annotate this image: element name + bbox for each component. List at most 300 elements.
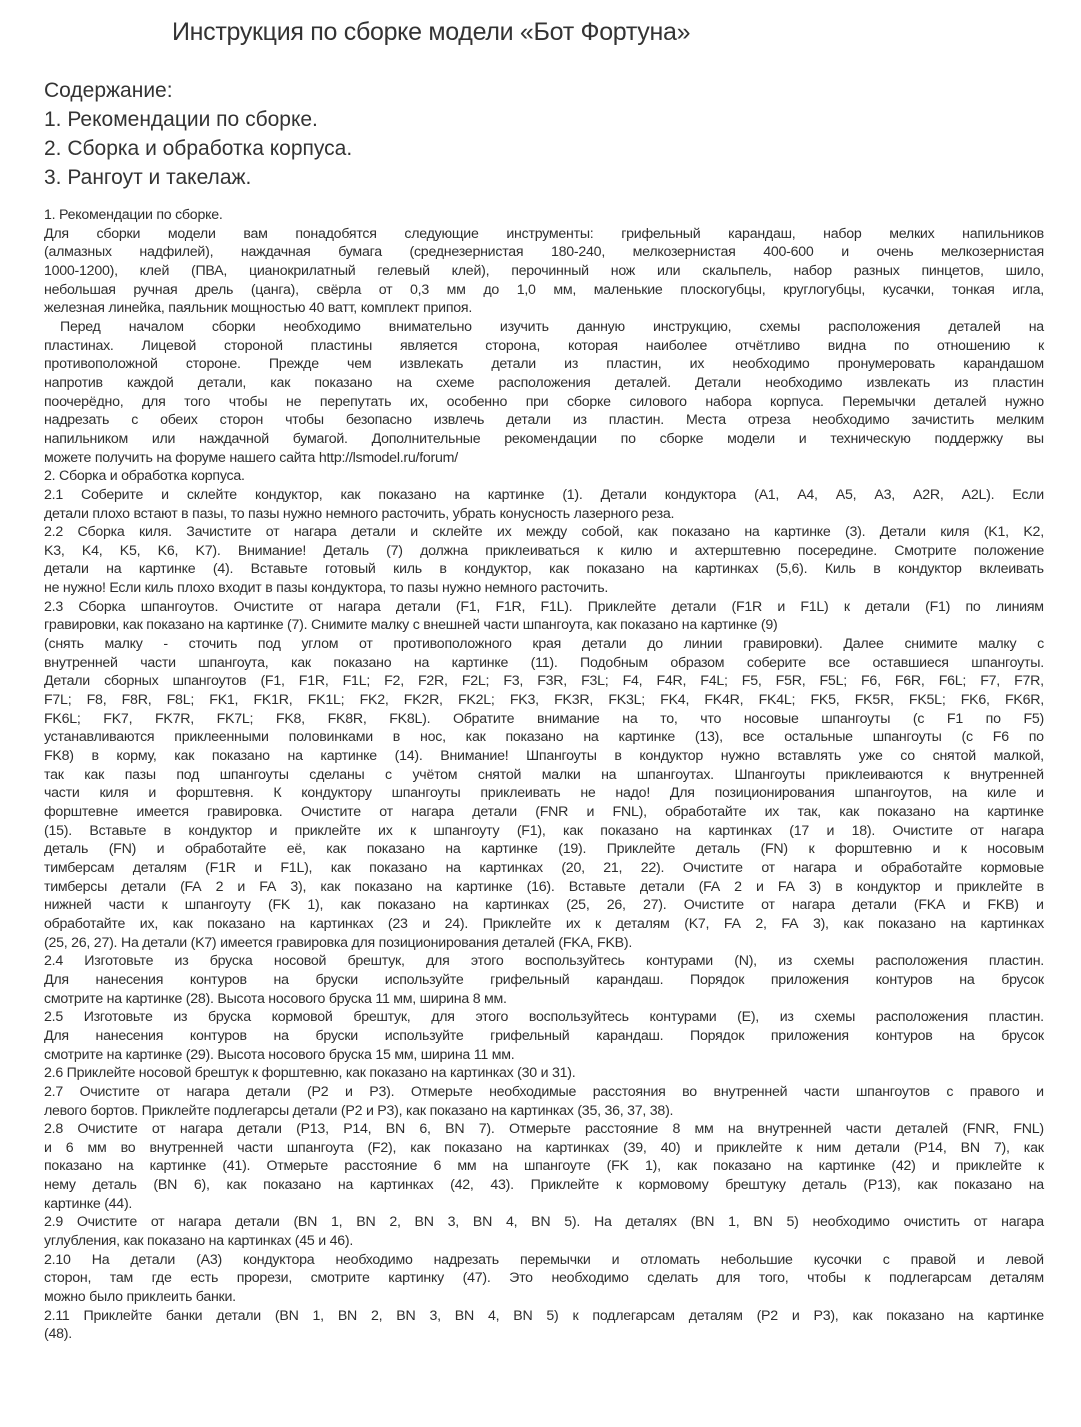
word: как [174, 748, 195, 765]
word: в [873, 561, 881, 578]
word: FK6L; [44, 710, 81, 727]
word: картинках [708, 822, 772, 839]
word: Порядок [690, 971, 745, 988]
text-line: (25, 26, 27). На детали (K7) имеется гравировка для позиционирования деталей (FKA, FKB). [44, 934, 633, 951]
word: не [285, 393, 302, 410]
word: картинке [455, 878, 513, 895]
word: F1L). [540, 598, 573, 615]
word: носовой [273, 953, 327, 970]
word: схемы [759, 318, 801, 335]
word: 2.5 [44, 1009, 63, 1026]
word: детали [852, 897, 897, 914]
word: Приклейте [530, 1177, 600, 1194]
word: мелкозернистая [632, 244, 736, 261]
word: показано [444, 1139, 503, 1156]
word: как [1023, 1139, 1044, 1156]
word: клей [139, 262, 170, 279]
word: извлечь [433, 412, 485, 429]
word: в [614, 748, 622, 765]
word: (FN) [760, 841, 788, 858]
word: киле [986, 785, 1017, 802]
word: мелкозернистая [941, 244, 1044, 261]
word: 22). [640, 859, 665, 876]
word: показано [886, 1307, 945, 1324]
word: пазы [124, 766, 156, 783]
word: и [962, 897, 971, 914]
word: из [564, 356, 579, 373]
word: детали [351, 524, 396, 541]
word: внимательно [388, 318, 472, 335]
word: их [496, 524, 512, 541]
word: BN [531, 1214, 551, 1231]
word: соберите [746, 654, 806, 671]
text-line: железная линейка, паяльник мощностью 40 ватт, комплект припоя. [44, 300, 473, 317]
word: (F1R [205, 859, 236, 876]
word: Перед [60, 318, 101, 335]
word: картинке [774, 524, 831, 541]
word: F7, [980, 673, 1000, 690]
word: (5,6). [775, 561, 808, 578]
word: необходимо [335, 1251, 413, 1268]
word: (FNR [535, 804, 569, 820]
word: к [960, 841, 967, 858]
word: как [291, 654, 311, 671]
text-line [44, 635, 1044, 654]
word: FK8R, [327, 710, 367, 727]
word: (A1, [754, 486, 780, 503]
word: шпангоуте [523, 1158, 591, 1175]
word: F2, [384, 673, 404, 690]
word: (19). [558, 841, 587, 858]
word: данную [576, 318, 625, 335]
word: сборке [659, 430, 704, 447]
word: мм [446, 281, 466, 298]
text-line: гравировки, как показано на картинке (7). Снимите малку с внешней части шпангоута, как показано на картинке (9) [44, 617, 778, 634]
word: брештуку [725, 1177, 786, 1194]
word: Сборка [77, 524, 125, 541]
word: к [1038, 337, 1044, 354]
word: FK5R, [854, 692, 894, 709]
word: образом [670, 654, 725, 671]
word: Прежде [268, 356, 319, 373]
word: Очистите [233, 598, 294, 615]
word: FA [777, 878, 795, 895]
word: от [151, 1121, 166, 1138]
word: обеих [160, 412, 198, 429]
word: Порядок [690, 1027, 745, 1044]
word: учётом [412, 766, 458, 783]
word: как [562, 822, 583, 839]
word: контурами [646, 953, 713, 970]
word: нагара [793, 859, 837, 876]
word: 3) [808, 878, 822, 895]
word: углом [301, 636, 339, 653]
word: по [620, 430, 636, 447]
word: в [1036, 878, 1044, 895]
word: имеется [136, 804, 189, 820]
word: 2.9 [44, 1214, 63, 1231]
word: Приклейте [587, 598, 657, 615]
word: карандаш, [728, 225, 796, 242]
word: и [777, 598, 786, 615]
word: расположения [498, 374, 591, 391]
word: из [174, 953, 189, 970]
word: грифельный [621, 225, 701, 242]
word: Смотрите [894, 542, 957, 559]
text-line [44, 411, 1044, 430]
word: F5, [741, 673, 762, 690]
word: к [595, 915, 601, 932]
word: (BN [293, 1214, 318, 1231]
word: показано [671, 524, 730, 541]
word: (F1, [455, 598, 481, 615]
word: клей), [451, 262, 490, 279]
word: склейте [432, 524, 483, 541]
word: FK1L; [307, 692, 345, 709]
word: нагара [791, 897, 835, 914]
word: F7L; [44, 692, 72, 709]
word: FK5L; [908, 692, 946, 709]
word: этого [470, 953, 504, 970]
word: бруски [315, 971, 358, 988]
word: F6R, [894, 673, 925, 690]
word: на [787, 1158, 803, 1175]
word: A3, [874, 486, 895, 503]
word: и [1036, 897, 1044, 914]
word: FK8L). [389, 710, 431, 727]
word: картинке [618, 729, 675, 746]
word: есть [190, 1270, 219, 1287]
word: инструменты: [506, 225, 594, 242]
word: детали [865, 598, 910, 615]
text-line [44, 374, 1044, 393]
word: на [951, 785, 968, 802]
word: и [269, 822, 278, 839]
word: 6 [65, 1139, 74, 1156]
word: картинках [485, 897, 549, 914]
word: стороне. [185, 356, 241, 373]
word: мм, [553, 281, 577, 298]
word: необходимо [732, 356, 810, 373]
text-line [44, 952, 1044, 971]
text-line [44, 710, 1044, 729]
word: шпангоутов, [854, 785, 932, 802]
word: (3). [845, 524, 866, 541]
word: 5) [546, 1307, 559, 1324]
word: BN [337, 1307, 358, 1324]
word: картинке [320, 748, 377, 765]
word: нужно [1004, 393, 1044, 410]
word: шпангоуту [433, 822, 500, 839]
word: Вставьте [568, 878, 626, 895]
word: малкой, [993, 748, 1044, 765]
word: и [1036, 785, 1044, 802]
word: контуров [875, 1027, 933, 1044]
word: вклеивать [979, 561, 1044, 578]
word: нагара [179, 1121, 223, 1138]
word: наждачной [199, 430, 269, 447]
word: форштевне [44, 804, 119, 820]
word: должна [420, 542, 468, 559]
word: детали [395, 598, 441, 615]
word: внутренней [149, 1139, 224, 1156]
text-line [44, 1176, 1044, 1195]
word: из [173, 1009, 188, 1026]
word: и [254, 859, 262, 876]
word: 2, [371, 1307, 383, 1324]
word: (FK [606, 1158, 629, 1175]
text-line [44, 822, 1044, 841]
word: BN [960, 1139, 980, 1156]
word: нож [610, 262, 636, 279]
word: приклеиваться [485, 542, 580, 559]
word: свёрла [316, 281, 362, 298]
word: деталей [933, 393, 987, 410]
word: как [84, 766, 105, 783]
word: готовый [325, 561, 376, 578]
word: - [163, 636, 168, 653]
text-line [44, 486, 1044, 505]
word: расположения [875, 1009, 968, 1026]
word: контурами [649, 1009, 717, 1026]
word: воспользуйтесь [524, 953, 625, 970]
word: ним [816, 1139, 842, 1156]
word: контуров [875, 971, 933, 988]
word: нанесения [95, 971, 164, 988]
word: от [150, 1214, 165, 1231]
word: на [273, 971, 289, 988]
word: из [954, 374, 969, 391]
word: и [422, 915, 430, 932]
text-line [44, 1027, 1044, 1046]
word: деталь [44, 841, 89, 858]
word: K6, [157, 542, 179, 559]
word: показано [877, 915, 936, 932]
word: игла, [1012, 281, 1044, 298]
word: F2L; [461, 673, 490, 690]
word: из [779, 1009, 794, 1026]
word: малку [104, 636, 143, 653]
text-line [44, 1269, 1044, 1288]
word: схемы [813, 953, 855, 970]
word: устанавливаются [44, 729, 155, 746]
word: мм [694, 1121, 714, 1138]
word: то, [660, 710, 678, 727]
word: как [676, 1158, 697, 1175]
word: от [378, 281, 393, 298]
word: показано [586, 561, 645, 578]
word: Очистите [79, 1083, 140, 1100]
word: нос, [420, 729, 446, 746]
word: 5). [564, 1214, 581, 1231]
word: склейте [186, 486, 237, 503]
word: 2.4 [44, 953, 63, 970]
word: показано [713, 1158, 771, 1175]
word: подлегарсам [592, 1307, 675, 1324]
word: приклеиваются [825, 766, 923, 783]
word: F5R, [775, 673, 806, 690]
text-line: углубления, как показано на картинках (45 и 46). [44, 1233, 354, 1250]
word: как [330, 859, 351, 876]
word: на [958, 1307, 974, 1324]
word: На [91, 1251, 110, 1268]
word: и [694, 1139, 703, 1156]
word: со [900, 748, 915, 765]
word: 6), [193, 1177, 210, 1194]
word: 3), [812, 915, 829, 932]
word: где [151, 1270, 172, 1287]
word: необходимые [489, 1083, 577, 1100]
word: 1000-1200), [44, 262, 118, 279]
word: 2.11 [44, 1307, 70, 1324]
word: схемы [814, 1009, 856, 1026]
word: на [661, 561, 678, 578]
word: (P13, [296, 1121, 329, 1138]
word: бруски [315, 1027, 358, 1044]
word: носовым [987, 841, 1044, 858]
word: обработайте [184, 841, 267, 858]
word: обработайте [665, 804, 747, 820]
word: киля [940, 524, 970, 541]
word: к [808, 841, 815, 858]
word: Детали [600, 486, 647, 503]
word: приклейте [956, 878, 1023, 895]
word: с [1037, 636, 1044, 653]
word: отреза [747, 412, 791, 429]
word: картинках [309, 915, 374, 932]
word: Для [44, 1027, 69, 1044]
word: (F1), [516, 822, 546, 839]
word: положение [973, 542, 1044, 559]
word: показано [354, 878, 413, 895]
word: картинках [694, 561, 759, 578]
word: носовые [743, 710, 799, 727]
toc-item: 3. Рангоут и такелаж. [44, 166, 252, 189]
text-line: можете получить на форуме нашего сайта http://lsmodel.ru/forum/ [44, 449, 458, 466]
word: на [744, 524, 760, 541]
word: 2.7 [44, 1083, 63, 1100]
word: форштевня. [175, 785, 254, 802]
word: надрезать [44, 412, 110, 429]
word: F1 [946, 710, 963, 727]
word: того, [758, 1270, 789, 1287]
word: (13), [694, 729, 723, 746]
word: пластин. [988, 1009, 1044, 1026]
word: Изготовьте [84, 953, 154, 970]
word: используйте [384, 1027, 464, 1044]
word: пластин. [608, 412, 664, 429]
word: разных [853, 262, 900, 279]
word: и [934, 878, 943, 895]
word: при [525, 393, 549, 410]
text-line [44, 766, 1044, 785]
word: изучить [499, 318, 549, 335]
word: необходимо [812, 1214, 890, 1231]
word: шпангоутов [172, 673, 247, 690]
word: в [835, 878, 843, 895]
word: рекомендации [504, 430, 597, 447]
word: на [273, 1027, 289, 1044]
word: Очистите [300, 804, 361, 820]
word: BN [454, 1307, 474, 1324]
word: (с [961, 729, 973, 746]
word: 2, [389, 1214, 401, 1231]
word: от [761, 859, 775, 876]
word: которая [567, 337, 618, 354]
word: сторона, [485, 337, 541, 354]
word: мм [87, 1139, 107, 1156]
word: с [882, 1251, 890, 1268]
word: нанесения [95, 1027, 164, 1044]
word: F8, [86, 692, 107, 709]
word: к [843, 598, 850, 615]
word: отчётливо [735, 337, 800, 354]
word: уже [858, 748, 883, 765]
word: BN [445, 1121, 465, 1138]
word: показано [505, 729, 564, 746]
word: что [700, 710, 722, 727]
word: (23 [387, 915, 408, 932]
word: пластин, [606, 356, 662, 373]
word: F8R, [121, 692, 152, 709]
word: на [675, 822, 691, 839]
word: извлекать [866, 374, 931, 391]
word: началом [128, 318, 184, 335]
word: нагара [293, 524, 337, 541]
word: не [580, 785, 596, 802]
word: и [237, 878, 246, 895]
word: к [409, 822, 416, 839]
word: кондуктора [243, 1251, 315, 1268]
word: грифельный [490, 971, 570, 988]
word: приклеенными [174, 729, 269, 746]
word: кормовые [980, 859, 1044, 876]
text-line [44, 281, 1044, 300]
word: 3, [429, 1307, 441, 1324]
word: между [525, 524, 568, 541]
word: нагара [186, 1083, 230, 1100]
word: (P2 [307, 1083, 329, 1100]
word: Для [44, 225, 69, 242]
word: форштевню [835, 841, 912, 858]
word: линии [683, 636, 723, 653]
word: Отмерьте [509, 1121, 571, 1138]
word: FK3R, [554, 692, 594, 709]
word: показано [314, 374, 373, 391]
word: (BN [690, 1214, 715, 1231]
word: FK4, [660, 692, 690, 709]
word: (17 [789, 822, 810, 839]
word: шпангоута [286, 1139, 354, 1156]
word: FK7, [103, 710, 133, 727]
text-line [44, 1307, 1044, 1326]
word: 400-600 [763, 244, 814, 261]
word: левой [1005, 1251, 1044, 1268]
word: части [140, 654, 176, 671]
word: от [973, 1214, 988, 1231]
text-line [44, 318, 1044, 337]
word: показано [263, 1177, 322, 1194]
word: (41). [222, 1158, 251, 1175]
word: Очистите [77, 1121, 138, 1138]
word: BN [753, 1214, 773, 1231]
word: картинке [138, 561, 196, 578]
text-line [44, 1083, 1044, 1102]
text-line [44, 1139, 1044, 1158]
word: (снять [44, 636, 84, 653]
word: кормовой [271, 1009, 333, 1026]
toc-item: 1. Рекомендации по сборке. [44, 108, 318, 131]
